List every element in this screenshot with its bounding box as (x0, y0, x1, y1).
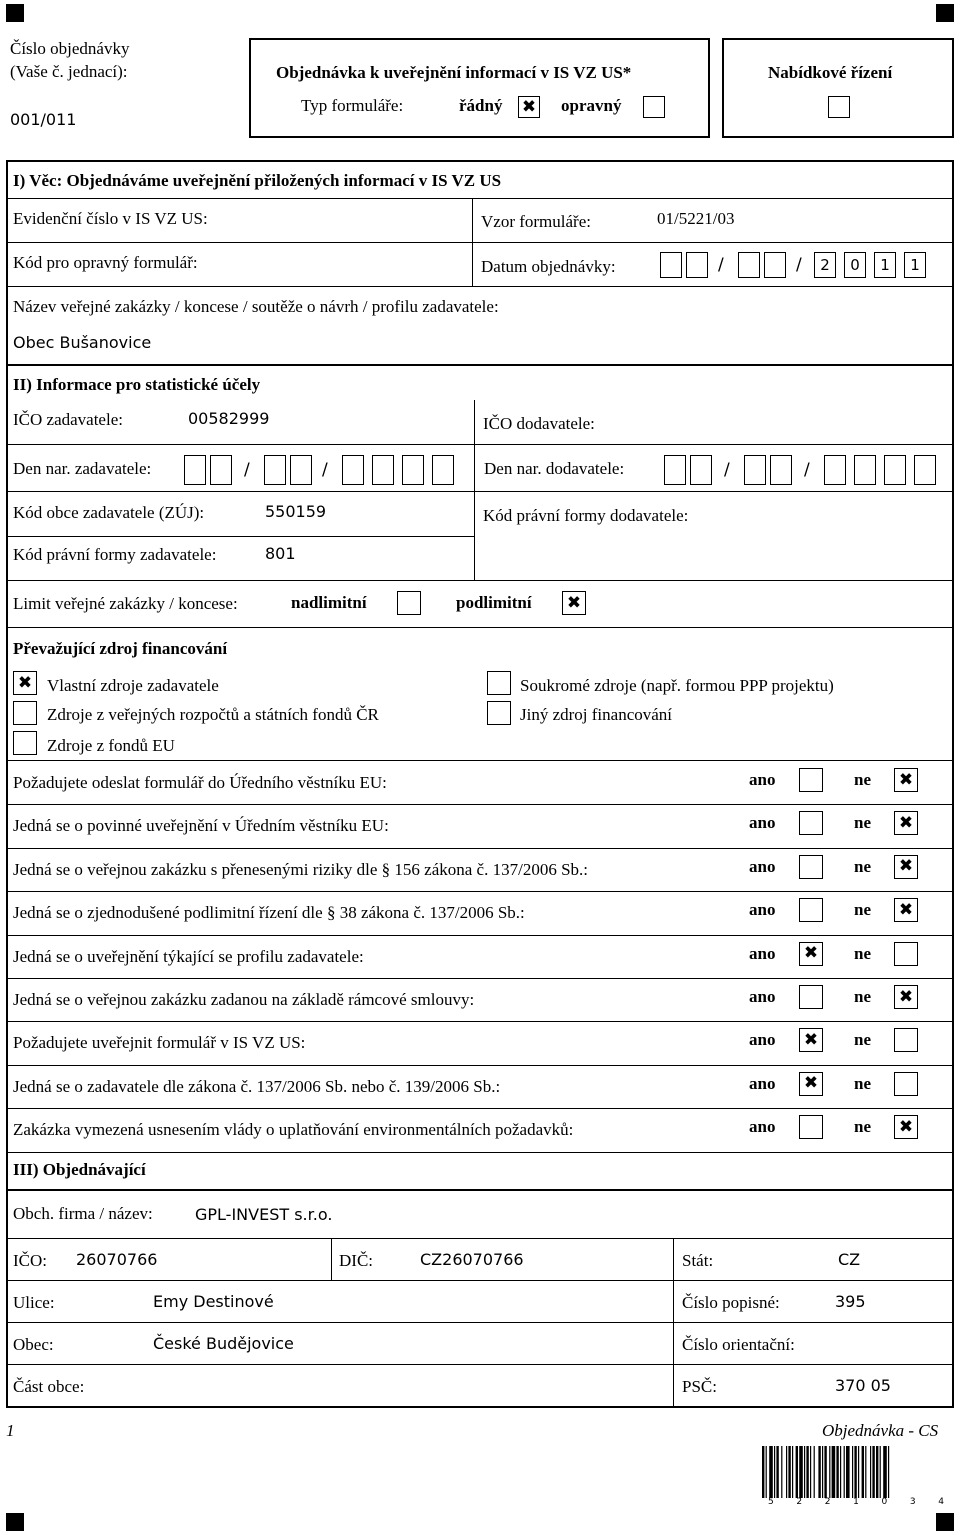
barcode-bar (844, 1446, 845, 1498)
funding-other-label: Jiný zdroj financování (520, 705, 673, 724)
regular-label: řádný (459, 96, 503, 115)
house-number-label: Číslo popisné: (682, 1293, 780, 1312)
question-label: Jedná se o zjednodušené podlimitní řízení dle § 38 zákona č. 137/2006 Sb.: (13, 903, 525, 923)
yes-checkbox[interactable] (799, 768, 823, 792)
order-date-label: Datum objednávky: (481, 257, 616, 276)
section-2-heading: II) Informace pro statistické účely (13, 375, 261, 394)
yes-label: ano (749, 813, 776, 833)
divider (472, 198, 473, 242)
barcode-bar (872, 1446, 874, 1498)
order-date-month-1[interactable] (738, 252, 760, 278)
authority-birth-month-2[interactable] (290, 455, 312, 485)
date-separator: / (718, 255, 724, 275)
municipality-code-label: Kód obce zadavatele (ZÚJ): (13, 503, 205, 522)
barcode-bar (865, 1446, 866, 1498)
no-label: ne (854, 900, 871, 920)
divider (7, 1189, 953, 1191)
supplier-birth-year-4[interactable] (914, 455, 936, 485)
divider (7, 804, 953, 805)
barcode-digit: 3 (909, 1497, 916, 1507)
ico-value: 26070766 (76, 1250, 158, 1269)
date-separator: / (244, 460, 250, 480)
divider (7, 1280, 953, 1281)
corrective-label: opravný (561, 96, 622, 115)
city-label: Obec: (13, 1335, 54, 1354)
yes-label: ano (749, 1117, 776, 1137)
funding-own-label: Vlastní zdroje zadavatele (47, 676, 219, 695)
company-value: GPL-INVEST s.r.o. (195, 1205, 333, 1224)
yes-label: ano (749, 1073, 776, 1093)
yes-label: ano (749, 1030, 776, 1050)
yes-checkbox[interactable] (799, 811, 823, 835)
authority-birth-year-3[interactable] (402, 455, 424, 485)
barcode-bar (870, 1446, 871, 1498)
form-template-value: 01/5221/03 (657, 209, 735, 228)
yes-label: ano (749, 943, 776, 963)
yes-label: ano (749, 856, 776, 876)
authority-birth-year-1[interactable] (342, 455, 364, 485)
barcode-bar (806, 1446, 808, 1498)
city-value: České Budějovice (153, 1334, 294, 1353)
title-panel (249, 38, 710, 138)
no-label: ne (854, 856, 871, 876)
divider (7, 1065, 953, 1066)
contract-name-label: Název veřejné zakázky / koncese / soutěže o návrh / profilu zadavatele: (13, 297, 499, 316)
barcode-bar (883, 1446, 887, 1498)
form-name: Objednávka - CS (822, 1421, 939, 1440)
barcode-bar (810, 1446, 811, 1498)
date-separator: / (322, 460, 328, 480)
registration-mark-bottom-right (936, 1513, 954, 1531)
registration-mark-top-right (936, 4, 954, 22)
order-date-month-2[interactable] (764, 252, 786, 278)
barcode-bar (774, 1446, 775, 1498)
divider (472, 242, 473, 286)
tender-panel (722, 38, 954, 138)
barcode-bar (792, 1446, 793, 1498)
divider (7, 978, 953, 979)
divider (7, 1152, 953, 1153)
barcode-bar (822, 1446, 823, 1498)
form-title: Objednávka k uveřejnění informací v IS VZ US* (276, 63, 632, 82)
tender-label: Nabídkové řízení (768, 63, 893, 82)
yes-checkbox[interactable]: ✖ (799, 942, 823, 966)
corrective-checkbox[interactable] (643, 96, 665, 118)
supplier-birth-year-1[interactable] (824, 455, 846, 485)
divider (7, 935, 953, 936)
yes-checkbox[interactable] (799, 855, 823, 879)
barcode-digit: 2 (824, 1497, 831, 1507)
correction-code-label: Kód pro opravný formulář: (13, 253, 198, 272)
yes-checkbox[interactable]: ✖ (799, 1028, 823, 1052)
yes-label: ano (749, 770, 776, 789)
divider (7, 1238, 953, 1239)
street-label: Ulice: (13, 1293, 55, 1312)
barcode-bar (786, 1446, 787, 1498)
divider (7, 1108, 953, 1109)
no-checkbox[interactable]: ✖ (894, 985, 918, 1009)
order-number-label: Číslo objednávky (Vaše č. jednací): (10, 39, 130, 81)
funding-own-checkbox[interactable]: ✖ (13, 671, 37, 695)
barcode-bar (814, 1446, 815, 1498)
no-label: ne (854, 1117, 871, 1137)
divider (7, 444, 953, 445)
divider (7, 536, 475, 537)
barcode-bar (846, 1446, 850, 1498)
no-label: ne (854, 943, 871, 963)
registration-number-label: Evidenční číslo v IS VZ US: (13, 209, 208, 228)
barcode-bar (862, 1446, 864, 1498)
divider (7, 491, 953, 492)
no-checkbox[interactable]: ✖ (894, 898, 918, 922)
supplier-birth-day-1[interactable] (664, 455, 686, 485)
barcode-bar (766, 1446, 767, 1498)
divider (7, 848, 953, 849)
dic-value: CZ26070766 (420, 1250, 524, 1269)
divider (7, 286, 953, 287)
no-label: ne (854, 1073, 871, 1093)
divider (7, 198, 953, 199)
question-label: Jedná se o veřejnou zakázku zadanou na základě rámcové smlouvy: (13, 990, 475, 1009)
contract-name-value: Obec Bušanovice (13, 333, 152, 352)
authority-birth-year-4[interactable] (432, 455, 454, 485)
above-limit-checkbox[interactable] (397, 591, 421, 615)
authority-birth-day-2[interactable] (210, 455, 232, 485)
barcode-digit: 2 (796, 1497, 803, 1507)
funding-other-checkbox[interactable] (487, 701, 511, 725)
authority-birth-label: Den nar. zadavatele: (13, 459, 152, 478)
yes-checkbox[interactable] (799, 1115, 823, 1139)
no-checkbox[interactable]: ✖ (894, 855, 918, 879)
barcode-digit: 0 (881, 1497, 888, 1507)
below-limit-label: podlimitní (456, 593, 532, 612)
no-label: ne (854, 1030, 871, 1050)
barcode-bar (769, 1446, 773, 1498)
question-label: Jedná se o povinné uveřejnění v Úředním věstníku EU: (13, 816, 389, 836)
order-date-day-1[interactable] (660, 252, 682, 278)
dic-label: DIČ: (339, 1251, 373, 1270)
barcode-bar (854, 1446, 856, 1498)
authority-legal-form-label: Kód právní formy zadavatele: (13, 545, 217, 564)
barcode-bar (804, 1446, 805, 1498)
above-limit-label: nadlimitní (291, 593, 367, 612)
question-label: Požadujete uveřejnit formulář v IS VZ US: (13, 1033, 306, 1053)
divider (7, 891, 953, 892)
barcode-digit: 4 (938, 1497, 944, 1507)
supplier-birth-year-2[interactable] (854, 455, 876, 485)
divider (331, 1238, 332, 1280)
order-date-year-3[interactable]: 1 (874, 252, 896, 278)
barcode (760, 1446, 952, 1500)
supplier-birth-month-1[interactable] (744, 455, 766, 485)
supplier-birth-label: Den nar. dodavatele: (484, 459, 625, 478)
order-date-year-1[interactable]: 2 (814, 252, 836, 278)
authority-birth-year-2[interactable] (372, 455, 394, 485)
yes-label: ano (749, 900, 776, 920)
barcode-bar (776, 1446, 778, 1498)
question-label: Jedná se o zadavatele dle zákona č. 137/2006 Sb. nebo č. 139/2006 Sb.: (13, 1076, 501, 1096)
divider (7, 1322, 953, 1323)
question-label: Zakázka vymezená usnesením vlády o uplatňování environmentálních požadavků: (13, 1120, 574, 1140)
barcode-bar (818, 1446, 820, 1498)
order-date-day-2[interactable] (686, 252, 708, 278)
funding-private-label: Soukromé zdroje (např. formou PPP projektu) (520, 676, 834, 695)
registration-mark-top-left (6, 4, 24, 22)
funding-heading: Převažující zdroj financování (13, 639, 228, 658)
date-separator: / (724, 460, 730, 480)
postal-code-value: 370 05 (835, 1376, 891, 1395)
state-value: CZ (838, 1250, 861, 1269)
no-label: ne (854, 770, 871, 789)
registration-mark-bottom-left (6, 1513, 24, 1531)
funding-public-label: Zdroje z veřejných rozpočtů a státních fondů ČR (47, 705, 379, 724)
funding-private-checkbox[interactable] (487, 671, 511, 695)
divider (7, 242, 953, 243)
divider (474, 400, 475, 580)
question-label: Jedná se o uveřejnění týkající se profilu zadavatele: (13, 946, 364, 966)
divider (7, 580, 953, 581)
page-number: 1 (6, 1421, 15, 1440)
no-checkbox[interactable] (894, 942, 918, 966)
authority-ico-label: IČO zadavatele: (13, 410, 123, 429)
order-date-year-4[interactable]: 1 (904, 252, 926, 278)
authority-birth-day-1[interactable] (184, 455, 206, 485)
section-1-heading: I) Věc: Objednáváme uveřejnění přiložených informací v IS VZ US (13, 171, 502, 190)
date-separator: / (804, 460, 810, 480)
barcode-bar (832, 1446, 836, 1498)
barcode-bar (796, 1446, 798, 1498)
funding-public-checkbox[interactable] (13, 701, 37, 725)
funding-eu-checkbox[interactable] (13, 731, 37, 755)
barcode-digit: 5 (768, 1497, 774, 1507)
divider (7, 1021, 953, 1022)
barcode-digits (768, 1498, 944, 1507)
question-label: Jedná se o veřejnou zakázku s přenesenými riziky dle § 156 zákona č. 137/2006 Sb.: (13, 859, 589, 879)
divider (7, 627, 953, 628)
form-type-label: Typ formuláře: (301, 96, 404, 115)
below-limit-checkbox[interactable]: ✖ (562, 591, 586, 615)
house-number-value: 395 (835, 1292, 866, 1311)
funding-eu-label: Zdroje z fondů EU (47, 736, 175, 755)
no-checkbox[interactable]: ✖ (894, 768, 918, 792)
date-separator: / (796, 255, 802, 275)
barcode-bar (852, 1446, 853, 1498)
supplier-birth-day-2[interactable] (690, 455, 712, 485)
barcode-bar (858, 1446, 859, 1498)
barcode-bar (840, 1446, 841, 1498)
authority-legal-form-value: 801 (265, 544, 296, 563)
orientation-number-label: Číslo orientační: (682, 1335, 795, 1354)
barcode-bar (788, 1446, 790, 1498)
no-label: ne (854, 987, 871, 1006)
no-checkbox[interactable] (894, 1028, 918, 1052)
divider (7, 364, 953, 366)
street-value: Emy Destinové (153, 1292, 274, 1311)
no-checkbox[interactable]: ✖ (894, 1115, 918, 1139)
supplier-legal-form-label: Kód právní formy dodavatele: (483, 506, 689, 525)
authority-ico-value: 00582999 (188, 409, 270, 428)
supplier-birth-year-3[interactable] (884, 455, 906, 485)
ico-label: IČO: (13, 1251, 47, 1270)
divider (7, 760, 953, 761)
yes-label: ano (749, 987, 776, 1006)
section-3-heading: III) Objednávající (13, 1160, 146, 1179)
postal-code-label: PSČ: (682, 1377, 717, 1396)
barcode-bars (762, 1446, 889, 1498)
barcode-bar (888, 1446, 889, 1498)
barcode-bar (799, 1446, 803, 1498)
no-checkbox[interactable]: ✖ (894, 811, 918, 835)
regular-checkbox[interactable]: ✖ (518, 96, 540, 118)
state-label: Stát: (682, 1251, 714, 1270)
barcode-digit: 1 (853, 1497, 859, 1507)
limit-label: Limit veřejné zakázky / koncese: (13, 594, 238, 613)
yes-checkbox[interactable]: ✖ (799, 1072, 823, 1096)
divider (7, 1364, 953, 1365)
barcode-bar (880, 1446, 881, 1498)
authority-birth-month-1[interactable] (264, 455, 286, 485)
barcode-bar (762, 1446, 764, 1498)
supplier-birth-month-2[interactable] (770, 455, 792, 485)
barcode-bar (836, 1446, 838, 1498)
order-number: 001/011 (10, 110, 77, 129)
district-label: Část obce: (13, 1377, 85, 1396)
no-checkbox[interactable] (894, 1072, 918, 1096)
barcode-bar (781, 1446, 782, 1498)
barcode-bar (824, 1446, 826, 1498)
barcode-bar (876, 1446, 878, 1498)
form-template-label: Vzor formuláře: (481, 212, 591, 231)
municipality-code-value: 550159 (265, 502, 327, 521)
question-label: Požadujete odeslat formulář do Úředního věstníku EU: (13, 773, 387, 792)
tender-checkbox[interactable] (828, 96, 850, 118)
no-label: ne (854, 813, 871, 833)
supplier-ico-label: IČO dodavatele: (483, 414, 595, 433)
company-label: Obch. firma / název: (13, 1204, 153, 1223)
barcode-bar (829, 1446, 830, 1498)
yes-checkbox[interactable] (799, 898, 823, 922)
order-date-year-2[interactable]: 0 (844, 252, 866, 278)
yes-checkbox[interactable] (799, 985, 823, 1009)
